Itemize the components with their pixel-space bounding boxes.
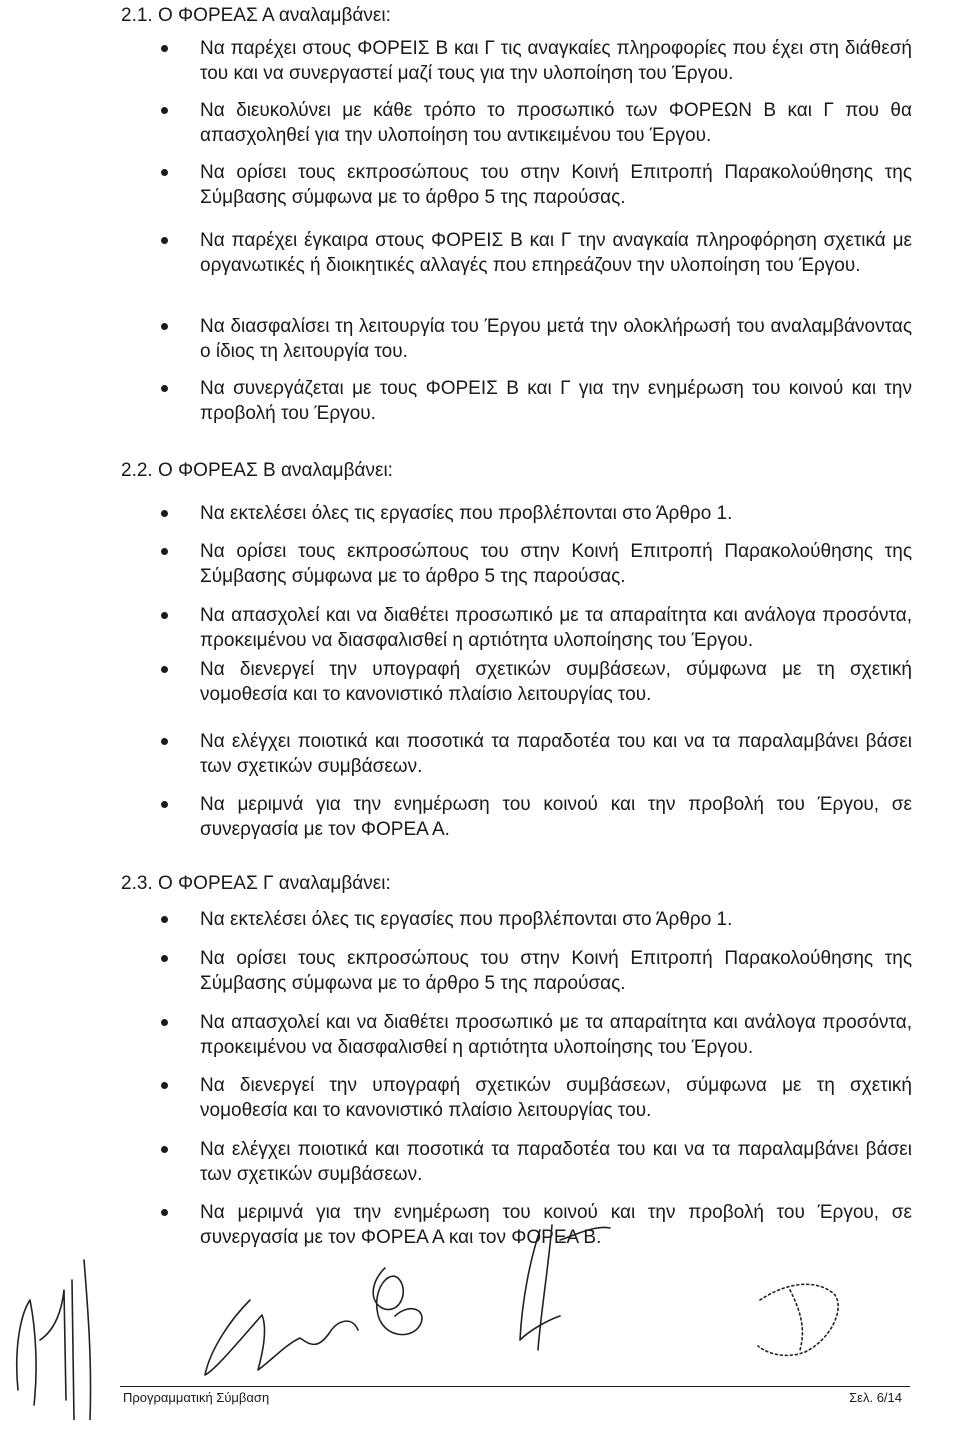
list-item: Να διευκολύνει με κάθε τρόπο το προσωπικό των ΦΟΡΕΩΝ Β και Γ που θα απασχοληθεί για την υλοποίηση του αντικειμένου του Έργου.: [200, 100, 912, 146]
margin-initials-signature: [17, 1260, 91, 1420]
bullet-icon: [161, 1146, 168, 1153]
signature-4: [758, 1284, 838, 1355]
bullet-icon: [161, 510, 168, 517]
section-heading-2-2: 2.2. Ο ΦΟΡΕΑΣ Β αναλαμβάνει:: [121, 460, 393, 481]
bullet-icon: [161, 1209, 168, 1216]
list-item: Να μεριμνά για την ενημέρωση του κοινού και την προβολή του Έργου, σε συνεργασία με τον ΦΟΡΕΑ Α.: [200, 794, 912, 840]
bullet-icon: [161, 1082, 168, 1089]
bullet-icon: [161, 801, 168, 808]
list-item: Να παρέχει στους ΦΟΡΕΙΣ Β και Γ τις αναγκαίες πληροφορίες που έχει στη διάθεσή του και να συνεργαστεί μαζί τους για την υλοποίηση του Έργου.: [200, 38, 912, 84]
section-heading-2-1: 2.1. Ο ΦΟΡΕΑΣ Α αναλαμβάνει:: [121, 5, 391, 26]
bullet-icon: [161, 45, 168, 52]
list-item: Να ορίσει τους εκπροσώπους του στην Κοινή Επιτροπή Παρακολούθησης της Σύμβασης σύμφωνα με το άρθρο 5 της παρούσας.: [200, 948, 912, 994]
list-item: Να συνεργάζεται με τους ΦΟΡΕΙΣ Β και Γ για την ενημέρωση του κοινού και την προβολή του Έργου.: [200, 378, 912, 424]
list-item: Να ελέγχει ποιοτικά και ποσοτικά τα παραδοτέα του και να τα παραλαμβάνει βάσει των σχετικών συμβάσεων.: [200, 731, 912, 777]
bullet-icon: [161, 385, 168, 392]
list-item: Να παρέχει έγκαιρα στους ΦΟΡΕΙΣ Β και Γ την αναγκαία πληροφόρηση σχετικά με οργανωτικές ή διοικητικές αλλαγές που επηρεάζουν την υλοποίηση του Έργου.: [200, 230, 912, 276]
signature-1: [205, 1300, 358, 1375]
bullet-icon: [161, 323, 168, 330]
bullet-icon: [161, 916, 168, 923]
bullet-icon: [161, 169, 168, 176]
list-item: Να απασχολεί και να διαθέτει προσωπικό με τα απαραίτητα και ανάλογα προσόντα, προκειμένου να διασφαλισθεί η αρτιότητα υλοποίησης του Έργου.: [200, 605, 912, 651]
footer-rule: [120, 1386, 910, 1387]
bullet-icon: [161, 955, 168, 962]
list-item: Να εκτελέσει όλες τις εργασίες που προβλέπονται στο Άρθρο 1.: [200, 503, 733, 524]
signature-2: [373, 1268, 422, 1335]
bullet-icon: [161, 666, 168, 673]
list-item: Να απασχολεί και να διαθέτει προσωπικό με τα απαραίτητα και ανάλογα προσόντα, προκειμένου να διασφαλισθεί η αρτιότητα υλοποίησης του Έργου.: [200, 1012, 912, 1058]
bullet-icon: [161, 612, 168, 619]
bullet-icon: [161, 548, 168, 555]
bullet-icon: [161, 738, 168, 745]
footer-page-number: Σελ. 6/14: [849, 1390, 902, 1405]
list-item: Να εκτελέσει όλες τις εργασίες που προβλέπονται στο Άρθρο 1.: [200, 909, 733, 930]
list-item: Να ορίσει τους εκπροσώπους του στην Κοινή Επιτροπή Παρακολούθησης της Σύμβασης σύμφωνα με το άρθρο 5 της παρούσας.: [200, 541, 912, 587]
bullet-icon: [161, 1019, 168, 1026]
footer-document-title: Προγραμματική Σύμβαση: [123, 1390, 270, 1405]
section-heading-2-3: 2.3. Ο ΦΟΡΕΑΣ Γ αναλαμβάνει:: [121, 873, 391, 894]
bullet-icon: [161, 237, 168, 244]
bullet-icon: [161, 107, 168, 114]
list-item: Να ορίσει τους εκπροσώπους του στην Κοινή Επιτροπή Παρακολούθησης της Σύμβασης σύμφωνα με το άρθρο 5 της παρούσας.: [200, 162, 912, 208]
list-item: Να διενεργεί την υπογραφή σχετικών συμβάσεων, σύμφωνα με τη σχετική νομοθεσία και το κανονιστικό πλαίσιο λειτουργίας του.: [200, 1075, 912, 1121]
list-item: Να μεριμνά για την ενημέρωση του κοινού και την προβολή του Έργου, σε συνεργασία με τον ΦΟΡΕΑ Α και τον ΦΟΡΕΑ Β.: [200, 1202, 912, 1248]
list-item: Να διενεργεί την υπογραφή σχετικών συμβάσεων, σύμφωνα με τη σχετική νομοθεσία και το κανονιστικό πλαίσιο λειτουργίας του.: [200, 659, 912, 705]
list-item: Να ελέγχει ποιοτικά και ποσοτικά τα παραδοτέα του και να τα παραλαμβάνει βάσει των σχετικών συμβάσεων.: [200, 1139, 912, 1185]
list-item: Να διασφαλίσει τη λειτουργία του Έργου μετά την ολοκλήρωσή του αναλαμβάνοντας ο ίδιος τη λειτουργία του.: [200, 316, 912, 362]
